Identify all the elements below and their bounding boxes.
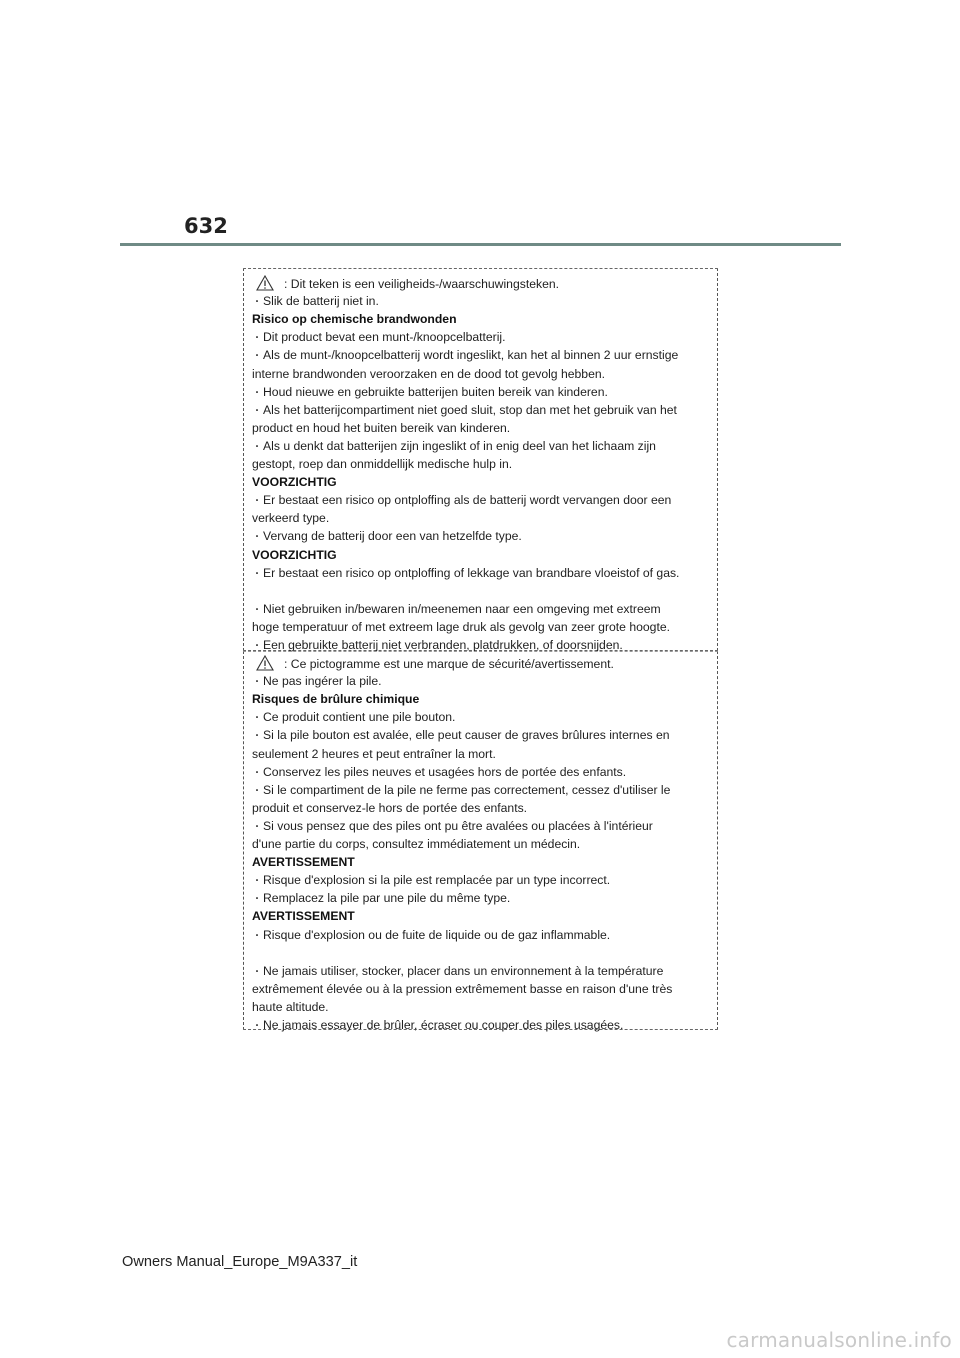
warning-heading: VOORZICHTIG (252, 547, 337, 562)
bullet-line: ・ Niet gebruiken in/bewaren in/meenemen naar een omgeving met extreem (252, 601, 661, 619)
bullet-line: ・ Er bestaat een risico op ontploffing of lekkage van brandbare vloeistof of gas. (252, 565, 679, 583)
bullet-line: ・ Si le compartiment de la pile ne ferme pas correctement, cessez d'utiliser le (252, 782, 670, 800)
continuation-line: produit et conservez-le hors de portée des enfants. (252, 800, 528, 815)
caption-text: : Ce pictogramme est une marque de sécurité/avertissement. (284, 657, 614, 671)
warning-triangle-icon (256, 655, 274, 671)
header-divider (120, 243, 841, 246)
warning-heading: AVERTISSEMENT (252, 855, 355, 870)
bullet-line: ・ Ne jamais utiliser, stocker, placer dans un environnement à la température (252, 963, 663, 981)
site-watermark: carmanualsonline.info (726, 1328, 952, 1352)
bullet-line: ・ Remplacez la pile par une pile du même type. (252, 890, 510, 908)
bullet-line: ・ Houd nieuwe en gebruikte batterijen buiten bereik van kinderen. (252, 384, 608, 402)
warning-heading: VOORZICHTIG (252, 475, 337, 490)
continuation-line: interne brandwonden veroorzaken en de dood tot gevolg hebben. (252, 366, 606, 381)
safety-symbol-caption (252, 275, 559, 292)
continuation-line: d'une partie du corps, consultez immédiatement un médecin. (252, 837, 581, 851)
safety-symbol-caption (252, 655, 614, 672)
bullet-line: ・ Als u denkt dat batterijen zijn ingeslikt of in enig deel van het lichaam zijn (252, 438, 656, 456)
bullet-line: ・ Risque d'explosion si la pile est remplacée par un type incorrect. (252, 872, 610, 890)
bullet-line: ・ Si vous pensez que des piles ont pu être avalées ou placées à l'intérieur (252, 818, 653, 836)
bullet-line: ・ Als het batterijcompartiment niet goed sluit, stop dan met het gebruik van het (252, 402, 677, 420)
bullet-line: ・ Risque d'explosion ou de fuite de liquide ou de gaz inflammable. (252, 927, 610, 945)
page-number: 632 (184, 214, 228, 238)
bullet-line: ・ Een gebruikte batterij niet verbranden, platdrukken, of doorsnijden. (252, 637, 623, 655)
bullet-line: ・ Si la pile bouton est avalée, elle peut causer de graves brûlures internes en (252, 727, 670, 745)
bullet-line: ・ Er bestaat een risico op ontploffing als de batterij wordt vervangen door een (252, 492, 671, 510)
manual-footer: Owners Manual_Europe_M9A337_it (122, 1254, 358, 1270)
warning-triangle-icon (256, 275, 274, 291)
continuation-line: seulement 2 heures et peut entraîner la mort. (252, 746, 496, 761)
bullet-line: ・ Ne jamais essayer de brûler, écraser ou couper des piles usagées. (252, 1017, 623, 1035)
continuation-line: verkeerd type. (252, 511, 330, 526)
continuation-line: gestopt, roep dan onmiddellijk medische hulp in. (252, 457, 513, 471)
bullet-line: ・ Vervang de batterij door een van hetzelfde type. (252, 528, 522, 546)
warning-heading: Risico op chemische brandwonden (252, 312, 457, 327)
bullet-line: ・ Conservez les piles neuves et usagées hors de portée des enfants. (252, 764, 626, 782)
bullet-line: ・ Ne pas ingérer la pile. (252, 673, 382, 691)
continuation-line: haute altitude. (252, 999, 329, 1014)
bullet-line: ・ Ce produit contient une pile bouton. (252, 709, 455, 727)
bullet-line: ・ Als de munt-/knoopcelbatterij wordt ingeslikt, kan het al binnen 2 uur ernstige (252, 347, 678, 365)
warning-box-dutch (243, 268, 718, 651)
warning-heading: Risques de brûlure chimique (252, 692, 420, 707)
continuation-line: hoge temperatuur of met extreem lage druk als gevolg van zeer grote hoogte. (252, 619, 671, 634)
warning-heading: AVERTISSEMENT (252, 909, 355, 924)
continuation-line: extrêmement élevée ou à la pression extrêmement basse en raison d'une très (252, 981, 673, 996)
caption-text: : Dit teken is een veiligheids-/waarschuwingsteken. (284, 277, 560, 291)
bullet-line: ・ Dit product bevat een munt-/knoopcelbatterij. (252, 329, 506, 347)
bullet-line: ・ Slik de batterij niet in. (252, 293, 379, 311)
continuation-line: product en houd het buiten bereik van kinderen. (252, 420, 511, 435)
warning-box-french (243, 651, 718, 1030)
